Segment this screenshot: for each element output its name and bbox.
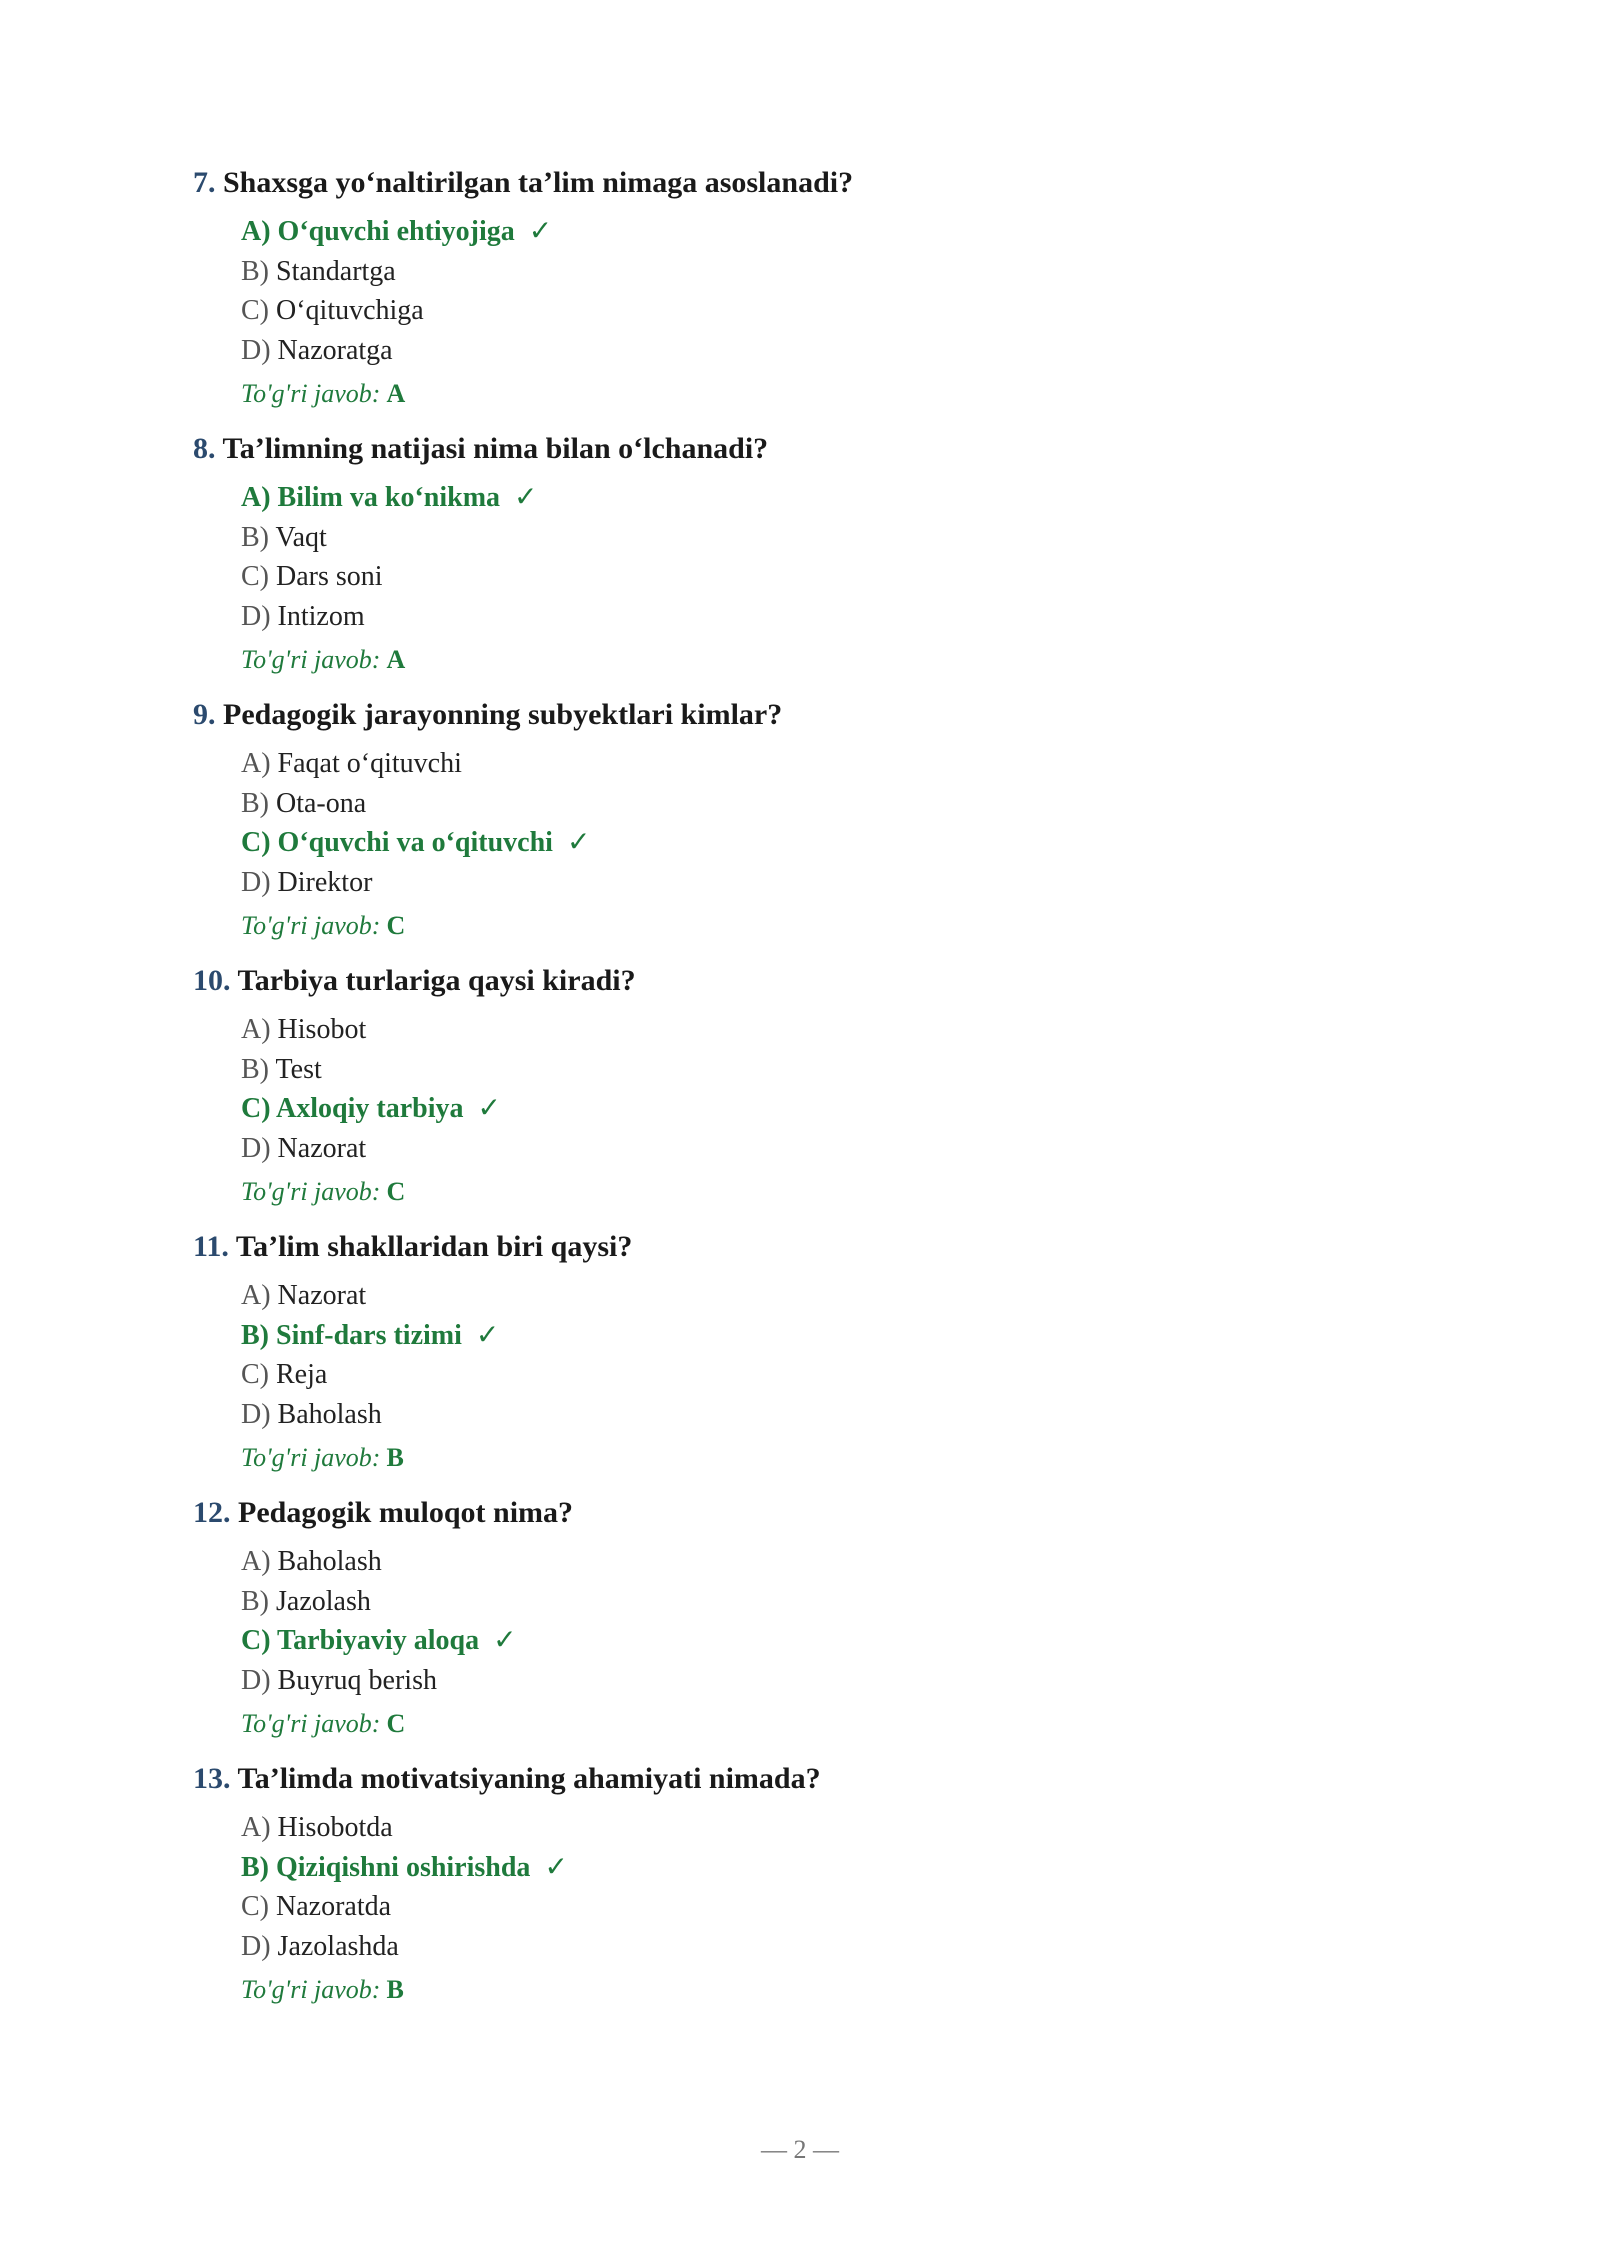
option-text: Nazoratda bbox=[276, 1891, 392, 1922]
answer-option-correct bbox=[241, 826, 1393, 866]
question-number: 11. bbox=[193, 1230, 229, 1263]
question-title bbox=[193, 697, 1393, 747]
answer-option bbox=[241, 255, 1393, 295]
answer-option-correct bbox=[241, 1092, 1393, 1132]
option-letter: D) bbox=[241, 334, 271, 366]
question-number: 10. bbox=[193, 964, 231, 997]
option-text: Hisobotda bbox=[277, 1812, 393, 1843]
question-number: 7. bbox=[193, 166, 216, 199]
correct-answer-line bbox=[241, 377, 1393, 413]
answer-option-correct bbox=[241, 1851, 1393, 1891]
correct-answer-line bbox=[241, 1175, 1393, 1211]
correct-answer-line bbox=[241, 1707, 1393, 1743]
answer-options bbox=[193, 481, 1393, 679]
answer-option bbox=[241, 1811, 1393, 1851]
question-block bbox=[193, 165, 1393, 431]
correct-answer-line bbox=[241, 909, 1393, 945]
option-text: Dars soni bbox=[276, 561, 383, 592]
answer-option bbox=[241, 1053, 1393, 1093]
answer-option bbox=[241, 1585, 1393, 1625]
correct-answer-label: To'g'ri javob: bbox=[241, 911, 381, 940]
option-letter: C) bbox=[241, 1359, 269, 1390]
option-text: Jazolashda bbox=[277, 1930, 399, 1962]
question-title bbox=[193, 1229, 1393, 1279]
question-block bbox=[193, 697, 1393, 963]
question-text: Ta’limda motivatsiyaning ahamiyati nimada? bbox=[237, 1762, 821, 1795]
answer-option bbox=[241, 560, 1393, 600]
option-letter: C) bbox=[241, 1891, 269, 1922]
option-text: Ota-ona bbox=[276, 787, 367, 819]
correct-answer-letter: B bbox=[386, 1443, 404, 1472]
option-text: Buyruq berish bbox=[277, 1664, 437, 1696]
correct-answer-letter: A bbox=[386, 379, 406, 408]
option-letter: A) bbox=[241, 748, 271, 779]
answer-option-correct bbox=[241, 1624, 1393, 1664]
answer-option bbox=[241, 1545, 1393, 1585]
option-text: Vaqt bbox=[275, 521, 327, 553]
answer-option bbox=[241, 1132, 1393, 1172]
option-text: Hisobot bbox=[277, 1014, 367, 1045]
option-letter: A) bbox=[241, 482, 271, 513]
answer-option bbox=[241, 334, 1393, 374]
answer-options bbox=[193, 747, 1393, 945]
option-letter: D) bbox=[241, 1398, 271, 1430]
option-letter: C) bbox=[241, 1625, 271, 1656]
option-text: O‘quvchi ehtiyojiga bbox=[277, 216, 515, 247]
correct-answer-letter: C bbox=[386, 1709, 406, 1738]
option-text: Intizom bbox=[277, 600, 365, 632]
answer-option bbox=[241, 1358, 1393, 1398]
answer-option bbox=[241, 787, 1393, 827]
answer-option bbox=[241, 1664, 1393, 1704]
question-text: Pedagogik muloqot nima? bbox=[238, 1496, 574, 1529]
option-letter: B) bbox=[241, 521, 269, 553]
option-letter: B) bbox=[241, 1319, 269, 1351]
correct-answer-line bbox=[241, 1973, 1393, 2009]
option-text: Reja bbox=[276, 1359, 328, 1390]
correct-answer-label: To'g'ri javob: bbox=[241, 1443, 381, 1472]
answer-option bbox=[241, 1279, 1393, 1319]
correct-answer-line bbox=[241, 643, 1393, 679]
answer-option bbox=[241, 1930, 1393, 1970]
page-number: — 2 — bbox=[761, 2135, 839, 2164]
answer-options bbox=[193, 1811, 1393, 2009]
answer-options bbox=[193, 1279, 1393, 1477]
checkmark-icon: ✓ bbox=[493, 1625, 517, 1656]
option-letter: A) bbox=[241, 1812, 271, 1843]
option-letter: B) bbox=[241, 1585, 269, 1617]
option-letter: D) bbox=[241, 1930, 271, 1962]
option-text: Standartga bbox=[276, 255, 396, 287]
answer-options bbox=[193, 1545, 1393, 1743]
question-title bbox=[193, 1495, 1393, 1545]
option-text: Nazorat bbox=[277, 1132, 367, 1164]
checkmark-icon: ✓ bbox=[528, 216, 553, 247]
option-letter: C) bbox=[241, 1093, 271, 1124]
option-text: Nazorat bbox=[277, 1280, 367, 1311]
option-letter: A) bbox=[241, 216, 271, 247]
question-number: 9. bbox=[193, 698, 216, 731]
option-letter: D) bbox=[241, 866, 271, 898]
question-text: Tarbiya turlariga qaysi kiradi? bbox=[237, 964, 636, 997]
checkmark-icon: ✓ bbox=[475, 1319, 500, 1351]
option-text: Faqat o‘qituvchi bbox=[277, 748, 462, 779]
option-text: Direktor bbox=[277, 866, 373, 898]
option-letter: A) bbox=[241, 1014, 271, 1045]
option-letter: D) bbox=[241, 1132, 271, 1164]
answer-options bbox=[193, 215, 1393, 413]
question-text: Ta’lim shakllaridan biri qaysi? bbox=[235, 1230, 633, 1263]
option-text: Axloqiy tarbiya bbox=[276, 1093, 464, 1124]
correct-answer-letter: C bbox=[386, 911, 406, 940]
option-letter: B) bbox=[241, 255, 269, 287]
answer-option-correct bbox=[241, 481, 1393, 521]
option-text: O‘quvchi va o‘qituvchi bbox=[277, 827, 553, 858]
option-text: Test bbox=[275, 1053, 322, 1085]
correct-answer-letter: B bbox=[386, 1975, 404, 2004]
option-letter: C) bbox=[241, 295, 269, 326]
option-letter: D) bbox=[241, 1664, 271, 1696]
option-letter: B) bbox=[241, 1851, 269, 1883]
answer-option bbox=[241, 521, 1393, 561]
option-letter: C) bbox=[241, 561, 269, 592]
correct-answer-label: To'g'ri javob: bbox=[241, 645, 381, 674]
option-text: Baholash bbox=[277, 1546, 382, 1577]
option-letter: A) bbox=[241, 1546, 271, 1577]
question-block bbox=[193, 1229, 1393, 1495]
option-text: Sinf-dars tizimi bbox=[276, 1319, 462, 1351]
question-text: Shaxsga yo‘naltirilgan ta’lim nimaga asoslanadi? bbox=[223, 166, 854, 199]
option-text: Baholash bbox=[277, 1398, 382, 1430]
answer-option bbox=[241, 1890, 1393, 1930]
question-title bbox=[193, 431, 1393, 481]
option-text: Tarbiyaviy aloqa bbox=[277, 1625, 480, 1656]
question-block bbox=[193, 1761, 1393, 2027]
option-letter: B) bbox=[241, 1053, 269, 1085]
option-letter: D) bbox=[241, 600, 271, 632]
option-text: O‘qituvchiga bbox=[276, 295, 424, 326]
option-text: Bilim va ko‘nikma bbox=[277, 482, 501, 513]
answer-option bbox=[241, 294, 1393, 334]
correct-answer-label: To'g'ri javob: bbox=[241, 1975, 381, 2004]
answer-option-correct bbox=[241, 1319, 1393, 1359]
correct-answer-label: To'g'ri javob: bbox=[241, 1709, 381, 1738]
checkmark-icon: ✓ bbox=[566, 827, 591, 858]
option-letter: A) bbox=[241, 1280, 271, 1311]
correct-answer-label: To'g'ri javob: bbox=[241, 379, 381, 408]
question-title bbox=[193, 165, 1393, 215]
checkmark-icon: ✓ bbox=[544, 1851, 568, 1883]
option-text: Jazolash bbox=[276, 1585, 371, 1617]
question-text: Pedagogik jarayonning subyektlari kimlar? bbox=[223, 698, 783, 731]
question-number: 8. bbox=[193, 432, 216, 465]
question-title bbox=[193, 1761, 1393, 1811]
question-text: Ta’limning natijasi nima bilan o‘lchanadi? bbox=[222, 432, 769, 465]
question-title bbox=[193, 963, 1393, 1013]
checkmark-icon: ✓ bbox=[514, 482, 538, 513]
correct-answer-letter: A bbox=[386, 645, 406, 674]
question-block bbox=[193, 1495, 1393, 1761]
correct-answer-label: To'g'ri javob: bbox=[241, 1177, 381, 1206]
answer-options bbox=[193, 1013, 1393, 1211]
option-letter: C) bbox=[241, 827, 271, 858]
question-number: 13. bbox=[193, 1762, 231, 1795]
question-block bbox=[193, 963, 1393, 1229]
answer-option bbox=[241, 1398, 1393, 1438]
option-text: Nazoratga bbox=[277, 334, 393, 366]
answer-option bbox=[241, 866, 1393, 906]
answer-option bbox=[241, 1013, 1393, 1053]
option-text: Qiziqishni oshirishda bbox=[276, 1851, 531, 1883]
option-letter: B) bbox=[241, 787, 269, 819]
question-number: 12. bbox=[193, 1496, 231, 1529]
answer-option bbox=[241, 747, 1393, 787]
answer-option bbox=[241, 600, 1393, 640]
answer-option-correct bbox=[241, 215, 1393, 255]
quiz-page-content bbox=[193, 165, 1393, 2027]
correct-answer-line bbox=[241, 1441, 1393, 1477]
question-block bbox=[193, 431, 1393, 697]
checkmark-icon: ✓ bbox=[477, 1093, 501, 1124]
correct-answer-letter: C bbox=[386, 1177, 406, 1206]
